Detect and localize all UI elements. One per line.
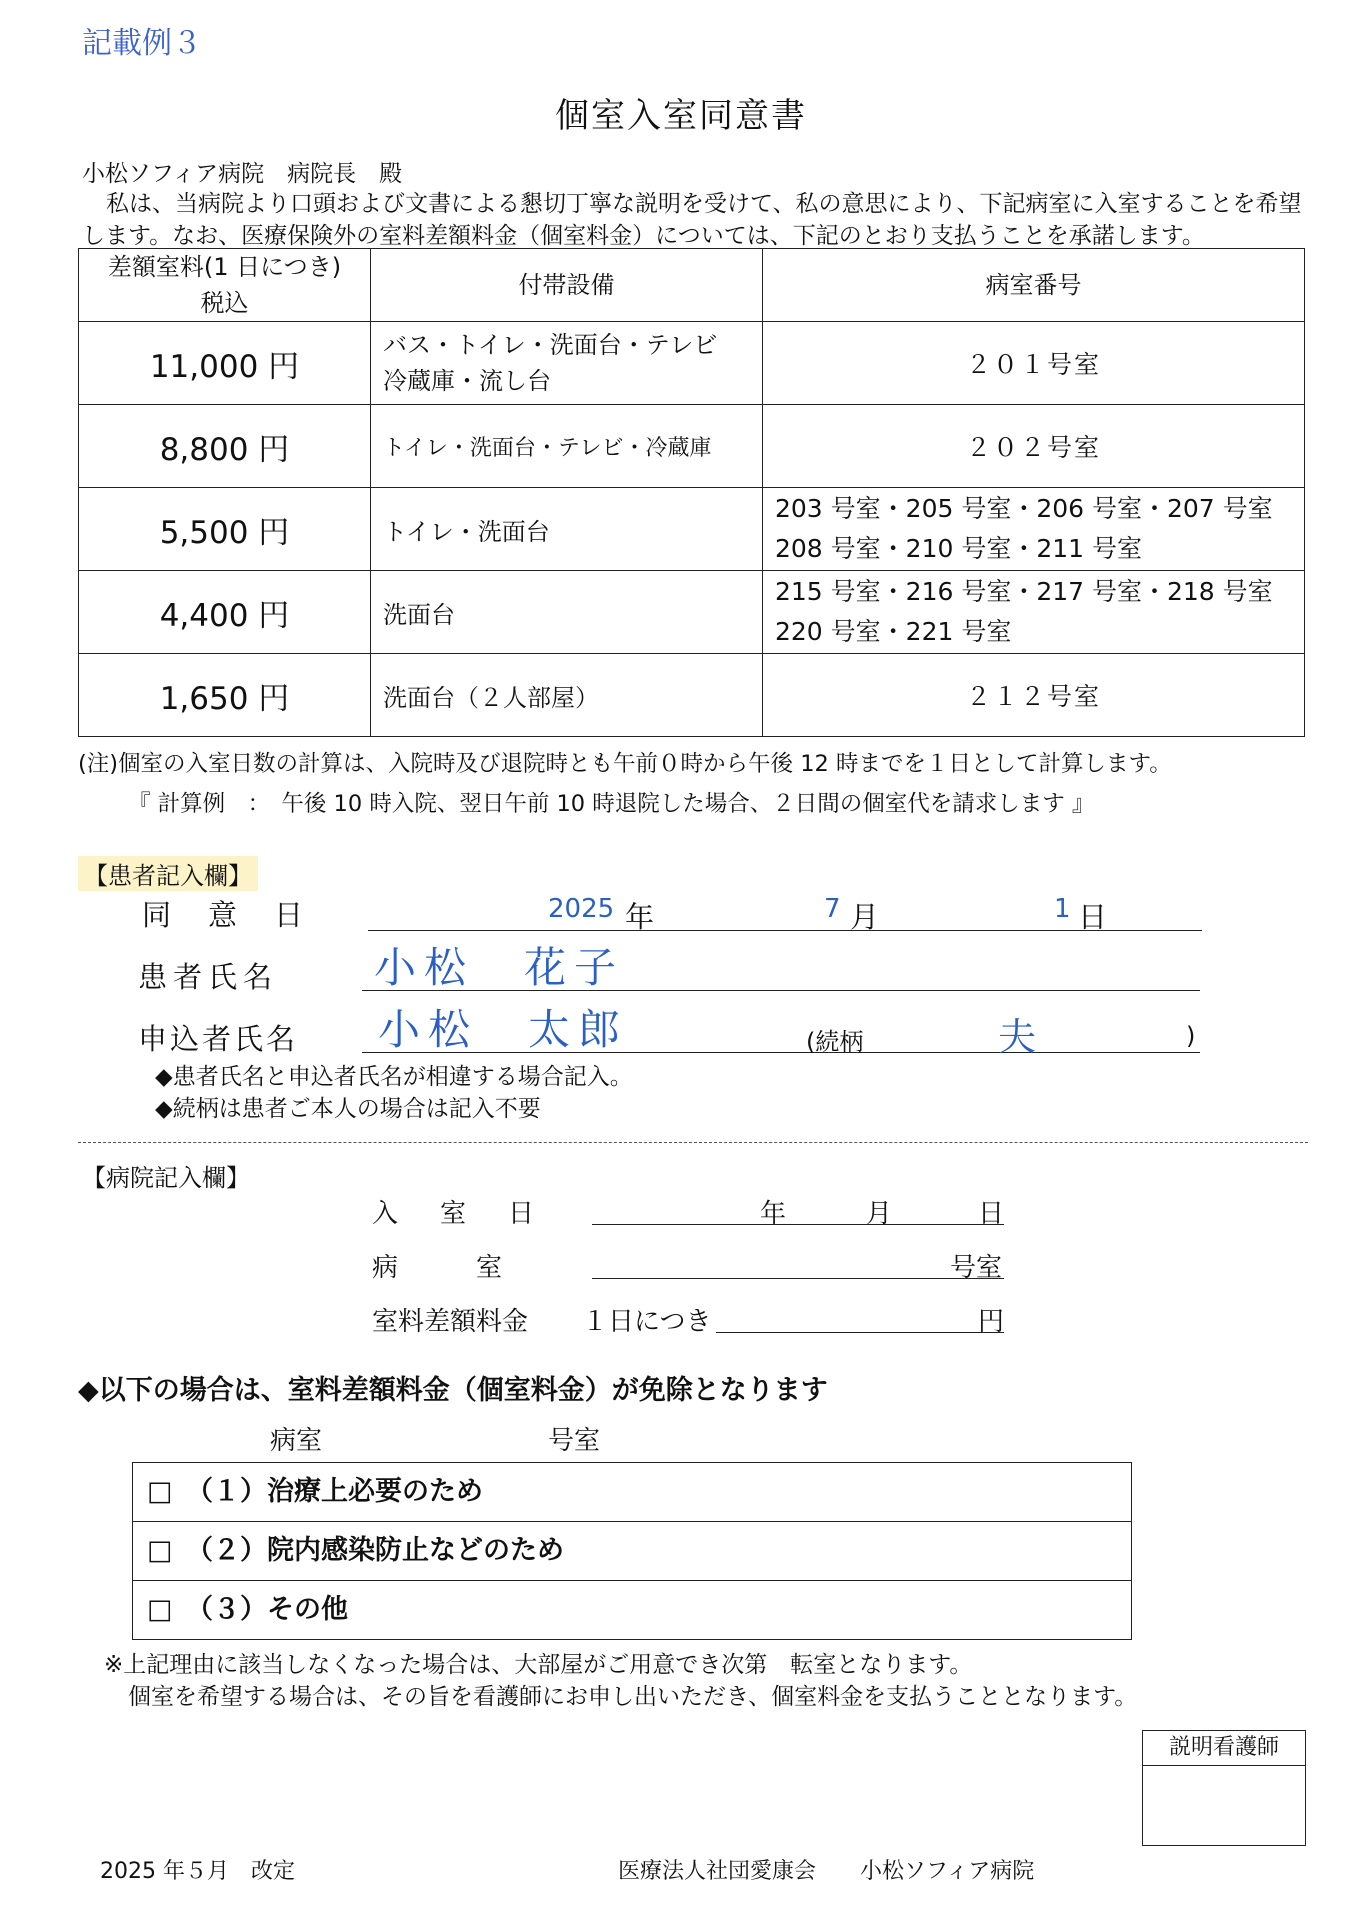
header-rooms: 病室番号 <box>763 249 1305 322</box>
price-cell: 11,000 円 <box>79 322 371 405</box>
waiver-option-infection[interactable]: □ （２）院内感染防止などのため <box>133 1522 1131 1581</box>
room-unit: 号室 <box>950 1253 1003 1283</box>
waiver-option-other[interactable]: □ （３）その他 <box>147 1594 349 1625</box>
consent-month-value[interactable]: 7 <box>824 894 841 924</box>
waiver-option-treatment[interactable]: □ （１）治療上必要のため <box>133 1463 1131 1522</box>
organization-name: 医療法人社団愛康会 小松ソフィア病院 <box>618 1859 1035 1884</box>
room-line: 208 号室・210 号室・211 号室 <box>775 534 1142 563</box>
room-cell: ２１２号室 <box>763 654 1305 737</box>
entry-day-unit: 日 <box>978 1199 1005 1229</box>
bullet-relation-note: ◆続柄は患者ご本人の場合は記入不要 <box>155 1096 541 1122</box>
room-line: 220 号室・221 号室 <box>775 617 1012 646</box>
fee-label: 室料差額料金 <box>372 1307 529 1337</box>
price-cell: 5,500 円 <box>79 488 371 571</box>
note-day-calculation: (注)個室の入室日数の計算は、入院時及び退院時とも午前０時から午後 12 時までを１日として計算します。 <box>78 751 1172 777</box>
document-title: 個室入室同意書 <box>555 96 807 136</box>
relation-value[interactable]: 夫 <box>998 1015 1037 1059</box>
patient-name-value[interactable]: 小松 花子 <box>374 943 625 992</box>
year-unit: 年 <box>625 900 655 934</box>
facilities-cell: トイレ・洗面台 <box>371 488 763 571</box>
price-cell: 4,400 円 <box>79 571 371 654</box>
facilities-cell: 洗面台 <box>371 571 763 654</box>
consent-day-value[interactable]: 1 <box>1054 894 1071 924</box>
per-day-label: １日につき <box>582 1307 712 1337</box>
patient-section-header: 【患者記入欄】 <box>78 856 258 891</box>
waiver-room-label: 病室 <box>270 1426 323 1456</box>
room-number-field[interactable] <box>592 1278 1004 1279</box>
waiver-note-transfer: ※上記理由に該当しなくなった場合は、大部屋がご用意でき次第 転室となります。 <box>104 1652 973 1678</box>
month-unit: 月 <box>850 900 880 934</box>
yen-unit: 円 <box>978 1307 1005 1337</box>
table-row <box>79 571 1305 654</box>
table-row <box>79 405 1305 488</box>
patient-name-label: 患者氏名 <box>138 960 279 994</box>
entry-date-label: 入 室 日 <box>372 1199 543 1229</box>
intro-paragraph: 私は、当病院より口頭および文書による懇切丁寧な説明を受けて、私の意思により、下記病室に入室することを希望します。なお、医療保険外の室料差額料金（個室料金）については、下記のとおり支払うことを承諾します。 <box>82 191 1302 249</box>
waiver-title: ◆以下の場合は、室料差額料金（個室料金）が免除となります <box>78 1375 828 1406</box>
price-cell: 1,650 円 <box>79 654 371 737</box>
waiver-options-box <box>132 1462 1132 1640</box>
facilities-cell: トイレ・洗面台・テレビ・冷蔵庫 <box>371 405 763 488</box>
relation-close: ) <box>1186 1022 1196 1050</box>
header-price-line2: 税込 <box>200 289 249 317</box>
table-row <box>79 322 1305 405</box>
waiver-room-unit: 号室 <box>548 1426 601 1456</box>
header-facilities: 付帯設備 <box>371 249 763 322</box>
revision-date: 2025 年５月 改定 <box>100 1859 295 1884</box>
waiver-note-request: 個室を希望する場合は、その旨を看護師にお申し出いただき、個室料金を支払うこととなります。 <box>128 1684 1138 1710</box>
room-line: 215 号室・216 号室・217 号室・218 号室 <box>775 577 1273 606</box>
table-row <box>79 654 1305 737</box>
hospital-section-header: 【病院記入欄】 <box>82 1164 250 1192</box>
consent-date-label: 同 意 日 <box>142 898 308 932</box>
facilities-line: バス・トイレ・洗面台・テレビ <box>383 331 718 359</box>
section-divider <box>78 1142 1308 1143</box>
price-cell: 8,800 円 <box>79 405 371 488</box>
day-unit: 日 <box>1078 900 1108 934</box>
room-cell: ２０１号室 <box>763 322 1305 405</box>
header-price-line1: 差額室料(1 日につき) <box>107 253 342 281</box>
page-label: 記載例３ <box>82 26 202 61</box>
applicant-name-value[interactable]: 小松 太郎 <box>378 1005 629 1054</box>
bullet-name-difference: ◆患者氏名と申込者氏名が相違する場合記入。 <box>155 1064 633 1090</box>
entry-year-unit: 年 <box>760 1199 787 1229</box>
relation-open: (続柄 <box>806 1028 864 1056</box>
room-cell: ２０２号室 <box>763 405 1305 488</box>
nurse-sign-box[interactable] <box>1142 1730 1306 1846</box>
entry-date-field[interactable] <box>592 1224 1004 1225</box>
applicant-name-label: 申込者氏名 <box>138 1022 299 1056</box>
addressee: 小松ソフィア病院 病院長 殿 <box>82 161 403 187</box>
fee-amount-field[interactable] <box>716 1332 1004 1333</box>
consent-date-field[interactable] <box>368 930 1202 931</box>
room-cell <box>763 488 1305 571</box>
nurse-sign-title: 説明看護師 <box>1143 1731 1305 1766</box>
note-calculation-example: 『 計算例 ： 午後 10 時入院、翌日午前 10 時退院した場合、２日間の個室代を請求します 』 <box>128 791 1095 817</box>
fee-table <box>78 248 1305 737</box>
table-row <box>79 488 1305 571</box>
room-cell <box>763 571 1305 654</box>
header-price <box>79 249 371 322</box>
entry-month-unit: 月 <box>866 1199 893 1229</box>
facilities-cell: 洗面台（２人部屋） <box>371 654 763 737</box>
consent-year-value[interactable]: 2025 <box>548 894 615 924</box>
facilities-cell <box>371 322 763 405</box>
facilities-line: 冷蔵庫・流し台 <box>383 367 551 395</box>
room-label: 病 室 <box>372 1253 503 1283</box>
room-line: 203 号室・205 号室・206 号室・207 号室 <box>775 494 1273 523</box>
fee-table-header-row <box>79 249 1305 322</box>
